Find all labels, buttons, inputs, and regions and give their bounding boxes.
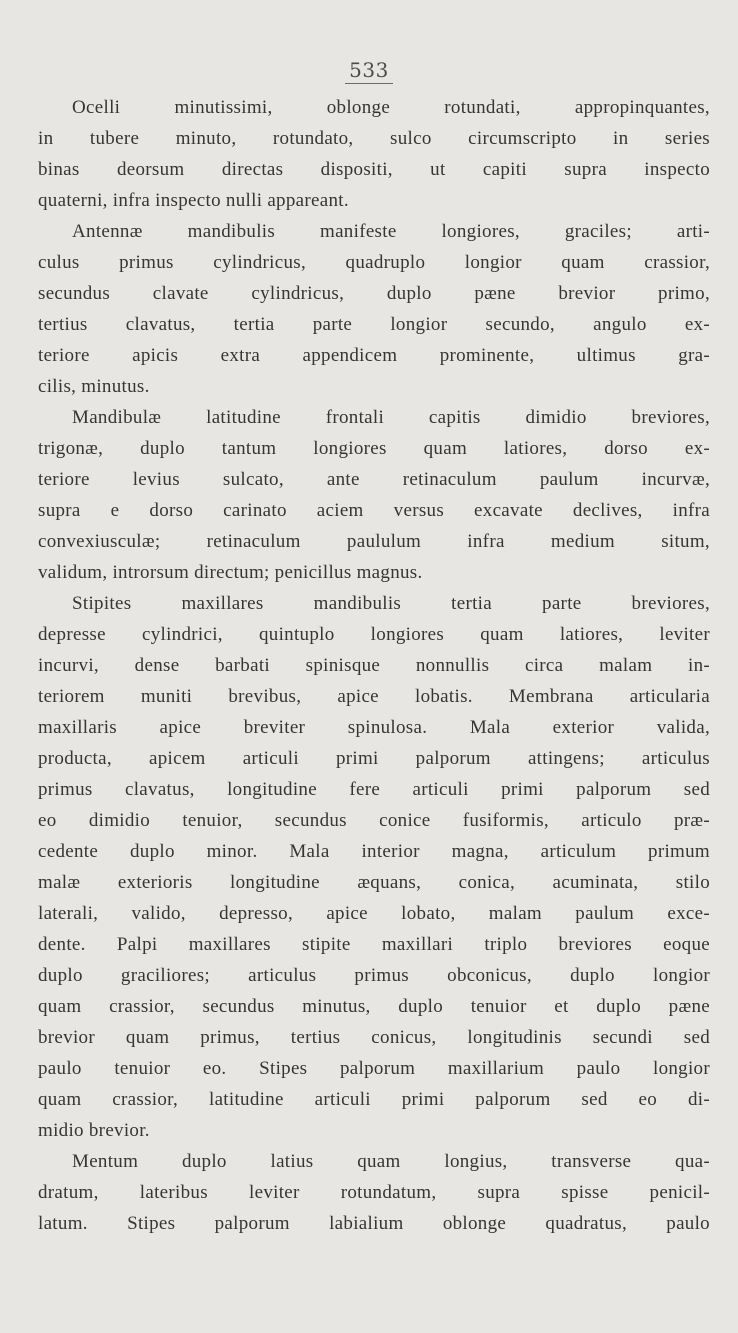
text-line: duplo graciliores; articulus primus obconicus, duplo longior (38, 965, 710, 986)
text-line: trigonæ, duplo tantum longiores quam latiores, dorso ex- (38, 438, 710, 459)
text-line: supra e dorso carinato aciem versus excavate declives, infra (38, 500, 710, 521)
text-line: eo dimidio tenuior, secundus conice fusiformis, articulo præ- (38, 810, 710, 831)
page-number (0, 58, 738, 84)
text-line: cilis, minutus. (38, 376, 150, 397)
text-line: culus primus cylindricus, quadruplo longior quam crassior, (38, 252, 710, 273)
text-line: validum, introrsum directum; penicillus magnus. (38, 562, 423, 583)
text-line: teriore levius sulcato, ante retinaculum paulum incurvæ, (38, 469, 710, 490)
text-line: dente. Palpi maxillares stipite maxillari triplo breviores eoque (38, 934, 710, 955)
text-line: binas deorsum directas dispositi, ut capiti supra inspecto (38, 159, 710, 180)
text-line: tertius clavatus, tertia parte longior secundo, angulo ex- (38, 314, 710, 335)
text-line: producta, apicem articuli primi palporum attingens; articulus (38, 748, 710, 769)
text-line: brevior quam primus, tertius conicus, longitudinis secundi sed (38, 1027, 710, 1048)
text-line: Stipites maxillares mandibulis tertia parte breviores, (72, 593, 710, 614)
text-line: malæ exterioris longitudine æquans, conica, acuminata, stilo (38, 872, 710, 893)
text-line: convexiusculæ; retinaculum paululum infra medium situm, (38, 531, 710, 552)
text-line: teriore apicis extra appendicem prominente, ultimus gra- (38, 345, 710, 366)
text-line: depresse cylindrici, quintuplo longiores quam latiores, leviter (38, 624, 710, 645)
text-line: dratum, lateribus leviter rotundatum, supra spisse penicil- (38, 1182, 710, 1203)
text-line: maxillaris apice breviter spinulosa. Mala exterior valida, (38, 717, 710, 738)
text-line: quaterni, infra inspecto nulli appareant. (38, 190, 349, 211)
page-number-text: 533 (345, 58, 393, 84)
text-line: Mandibulæ latitudine frontali capitis dimidio breviores, (72, 407, 710, 428)
text-line: Ocelli minutissimi, oblonge rotundati, appropinquantes, (72, 97, 710, 118)
text-line: Antennæ mandibulis manifeste longiores, graciles; arti- (72, 221, 710, 242)
text-line: incurvi, dense barbati spinisque nonnullis circa malam in- (38, 655, 710, 676)
text-line: cedente duplo minor. Mala interior magna, articulum primum (38, 841, 710, 862)
text-line: laterali, valido, depresso, apice lobato, malam paulum exce- (38, 903, 710, 924)
text-line: secundus clavate cylindricus, duplo pæne brevior primo, (38, 283, 710, 304)
text-line: teriorem muniti brevibus, apice lobatis. Membrana articularia (38, 686, 710, 707)
text-line: in tubere minuto, rotundato, sulco circumscripto in series (38, 128, 710, 149)
text-line: Mentum duplo latius quam longius, transverse qua- (72, 1151, 710, 1172)
text-line: midio brevior. (38, 1120, 150, 1141)
text-line: primus clavatus, longitudine fere articuli primi palporum sed (38, 779, 710, 800)
text-line: quam crassior, latitudine articuli primi palporum sed eo di- (38, 1089, 710, 1110)
text-line: quam crassior, secundus minutus, duplo tenuior et duplo pæne (38, 996, 710, 1017)
text-line: paulo tenuior eo. Stipes palporum maxillarium paulo longior (38, 1058, 710, 1079)
text-line: latum. Stipes palporum labialium oblonge quadratus, paulo (38, 1213, 710, 1234)
